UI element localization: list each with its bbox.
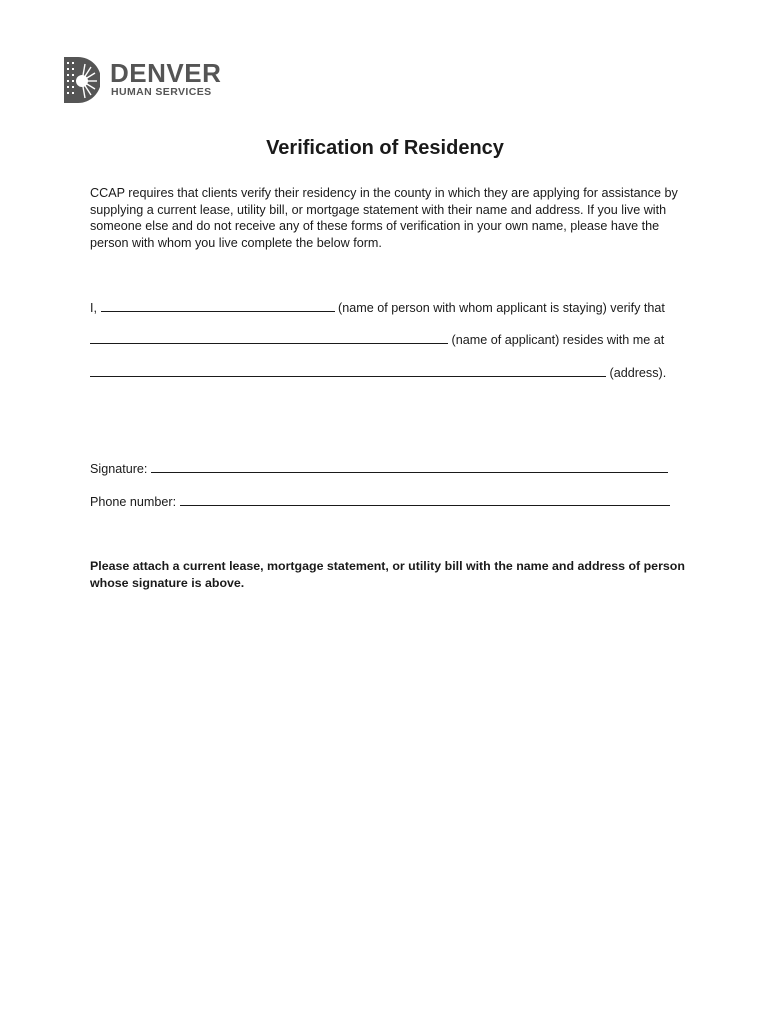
address-field[interactable] <box>90 365 606 377</box>
org-name: DENVER <box>110 58 222 88</box>
phone-label: Phone number: <box>90 495 177 509</box>
signature-line <box>90 461 668 477</box>
intro-paragraph: CCAP requires that clients verify their residency in the county in which they are applying for assistance by supplying a current lease, utility bill, or mortgage statement with their name and address. If you live with someone else and do not receive any of these forms of verification in your own name, please have the person with whom you live complete the below form. <box>90 186 678 250</box>
phone-field[interactable] <box>180 494 670 506</box>
phone-line <box>90 494 670 510</box>
line2-suffix: (name of applicant) resides with me at <box>451 333 665 347</box>
address-line <box>90 365 666 381</box>
applicant-line <box>90 332 664 348</box>
denver-human-services-logo <box>64 55 234 105</box>
org-subtitle: HUMAN SERVICES <box>111 86 212 98</box>
applicant-name-field[interactable] <box>90 332 448 344</box>
page-title: Verification of Residency <box>266 137 504 159</box>
line1-suffix: (name of person with whom applicant is staying) verify that <box>338 301 665 315</box>
line3-suffix: (address). <box>609 366 667 380</box>
line1-prefix: I, <box>90 301 97 315</box>
verifier-name-field[interactable] <box>101 300 335 312</box>
denver-logo-icon <box>64 57 100 103</box>
attachment-note: Please attach a current lease, mortgage statement, or utility bill with the name and address of person whose signature is above. <box>90 559 685 590</box>
signature-label: Signature: <box>90 462 148 476</box>
signature-field[interactable] <box>151 461 668 473</box>
verifier-line <box>90 300 665 316</box>
